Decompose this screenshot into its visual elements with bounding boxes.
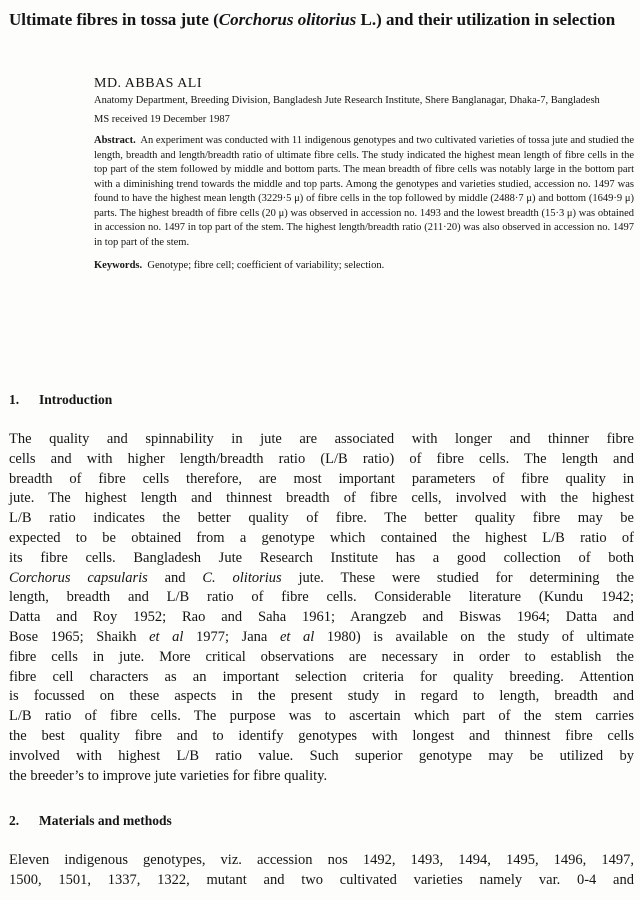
text-line-citations: Bose 1965; Shaikh et al 1977; Jana et al 1980) is available on the study of ultimate [9, 628, 634, 645]
text-line: fibre cells in jute. More critical observations are necessary in order to establish the [9, 648, 634, 665]
paper-title: Ultimate fibres in tossa jute (Corchorus olitorius L.) and their utilization in selection [9, 10, 616, 29]
author-affiliation: Anatomy Department, Breeding Division, Bangladesh Jute Research Institute, Shere Banglanagar, Dhaka-7, Bangladesh [94, 95, 600, 106]
text-line: jute. The highest length and thinnest breadth of fibre cells, involved with the highest [9, 490, 634, 507]
text-line: cells and with higher length/breadth ratio (L/B ratio) of fibre cells. The length and [9, 450, 634, 467]
text-line: breadth of fibre cells therefore, are most important parameters of fibre quality in [9, 470, 634, 487]
author-block [94, 76, 634, 273]
text-line: fibre cell characters as an important selection criteria for quality breeding. Attention [9, 668, 634, 685]
abstract-label: Abstract. [94, 135, 136, 146]
text-line: involved with highest L/B ratio value. Such superior genotype may be utilized by [9, 747, 634, 764]
author-name: MD. ABBAS ALI [94, 76, 203, 91]
text-line: the best quality fibre and to identify genotypes with longest and thinnest fibre cells [9, 727, 634, 744]
section-heading-methods: 2. Materials and methods [9, 813, 172, 828]
abstract-text: An experiment was conducted with 11 indigenous genotypes and two cultivated varieties of tossa jute and studied the length, breadth and length/breadth ratio of ultimate fibre cells. The study indicated the highest mean length of fibre cells in the top part of the stem followed by middle and bottom parts. The mean breadth of fibre cells was notably large in the bottom part with a diminishing trend towards the middle and top parts. Among the genotypes and varieties studied, accession no. 1497 was found to have the highest mean length (3229·5 μ) of fibre cells in the top followed by middle (2488·7 μ) and bottom (1649·9 μ) parts. The highest breadth of fibre cells (20 μ) was observed in accession no. 1493 and the lowest breadth (15·3 μ) was obtained in accession no. 1497 in top part of the stem. The highest length/breadth ratio (211·20) was also observed in accession no. 1497 in top part of the stem. [94, 135, 635, 248]
text-line: length, breadth and L/B ratio of fibre cells. Considerable literature (Kundu 1942; [9, 589, 634, 606]
abstract [94, 134, 634, 250]
received-date: MS received 19 December 1987 [94, 114, 230, 125]
text-line: the breeder’s to improve jute varieties for fibre quality. [9, 767, 328, 784]
introduction-body [9, 430, 634, 786]
text-line: Datta and Roy 1952; Rao and Saha 1961; Arangzeb and Biswas 1964; Datta and [9, 609, 634, 626]
keywords-text: Genotype; fibre cell; coefficient of variability; selection. [147, 260, 385, 271]
title-species: Corchorus olitorius [218, 10, 357, 29]
text-line: L/B ratio indicates the better quality of fibre. The better quality fibre may be [9, 510, 634, 527]
keywords [94, 259, 634, 273]
keywords-label: Keywords. [94, 260, 143, 271]
text-line: 1500, 1501, 1337, 1322, mutant and two cultivated varieties namely var. 0-4 and [9, 871, 634, 888]
text-line: Eleven indigenous genotypes, viz. accession nos 1492, 1493, 1494, 1495, 1496, 1497, [9, 852, 634, 868]
text-line-species: Corchorus capsularis and C. olitorius jute. These were studied for determining the [9, 569, 634, 586]
text-line: The quality and spinnability in jute are associated with longer and thinner fibre [9, 431, 634, 447]
methods-body [9, 851, 634, 891]
text-line: expected to be obtained from a genotype which contained the highest L/B ratio of [9, 529, 634, 546]
text-line: L/B ratio of fibre cells. The purpose was to ascertain which part of the stem carries [9, 708, 634, 725]
text-line: its fibre cells. Bangladesh Jute Research Institute has a good collection of both [9, 549, 634, 566]
text-line: is focussed on these aspects in the present study in regard to length, breadth and [9, 688, 634, 705]
section-heading-introduction: 1. Introduction [9, 392, 113, 407]
